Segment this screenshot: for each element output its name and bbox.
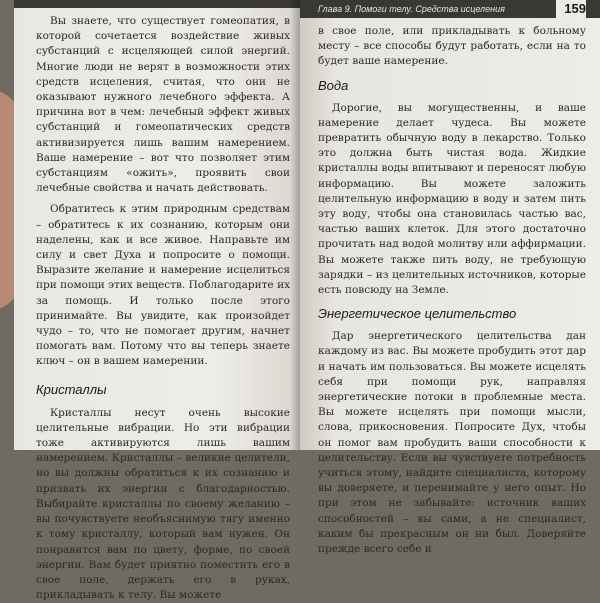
water-paragraph: Дорогие, вы могущественны, и ваше намерение делает чудеса. Вы можете превратить обычную воду в лекарство. Только это должна быть чистая вода. Жидкие кристаллы воды впитывают и переносят любую информацию. Вы можете заложить целительную информацию в воду и затем пить эту воду, чтобы она становилась частью вас, частью ваших клеток. Для этого достаточно прочитать над водой молитву или аффирмации. Вы можете также пить воду, не требующую зарядки – из целительных источников, которые есть повсюду на Земле. [318,101,586,297]
left-running-head [14,0,300,8]
left-page [14,0,300,602]
energy-healing-paragraph: Дар энергетического целительства дан каждому из вас. Вы можете пробудить этот дар и начать им пользоваться. Вы можете исцелять себя при помощи рук, направляя энергетические потоки в проблемные места. Вы можете исцелять при помощи мысли, слова, прикосновения. Попросите Дух, чтобы он помог вам пробудить ваши способности к целительству. Если вы чувствуете потребность учиться этому, найдите специалиста, которому вы доверяете, и перенимайте у него опыт. Но при этом не забывайте: источник ваших способностей – вы сами, а не специалист, каким бы прекрасным он ни был. Доверяйте прежде всего себе и [318,330,586,556]
right-page [300,0,600,556]
crystals-paragraph: Кристаллы несут очень высокие целительные вибрации. Но эти вибрации тоже активируются лишь вашим намерением. Кристаллы – великие целители, но вы должны обратиться к их сознанию и призвать их энергии с благодарностью. Выбирайте кристаллы по своему желанию – вы почувствуете необъяснимую тягу именно к тому кристаллу, который вам нужен. Он понравится вам по цвету, форме, по своей энергии. Вам будет приятно поместить его в свое поле, держать его в руках, прикладывать к телу. Вы можете [36,406,290,602]
continuation-paragraph: в свое поле, или прикладывать к больному месту – все способы будут работать, если на то будет ваше намерение. [318,25,586,68]
page-number: 159 [556,0,586,18]
section-title-water: Вода [318,77,349,93]
section-title-energy-healing: Энергетическое целительство [318,306,517,322]
left-paragraph-2: Обратитесь к этим природным средствам – обратитесь к их сознанию, которым они наделены, как и все живое. Направьте им силу и свет Духа и попросите о помощи. Выразите желание и намерение исцелиться при помощи этих веществ. Поблагодарите их за помощь. И только после этого принимайте. Вы увидите, как произойдет чудо – то, что не помогает другим, начнет помогать вам. Потому что вы теперь знаете ключ – он в вашем намерении. [36,203,290,368]
section-title-crystals: Кристаллы [36,381,107,397]
left-paragraph-1: Вы знаете, что существует гомеопатия, в которой сочетается воздействие живых субстанций с исцеляющей силой энергий. Многие люди не верят в возможности этих средств исцеления, считая, что они не оказывают нужного лечебного эффекта. А причина вот в чем: лечебный эффект живых субстанций и гомеопатических средств активизируется лишь вашим намерением. Ваше намерение – вот что позволяет этим субстанциям «ожить», проявить свои лечебные свойства и начать действовать. [36,15,290,195]
running-head [300,0,600,18]
chapter-title: Глава 9. Помоги телу. Средства исцеления [318,4,505,14]
